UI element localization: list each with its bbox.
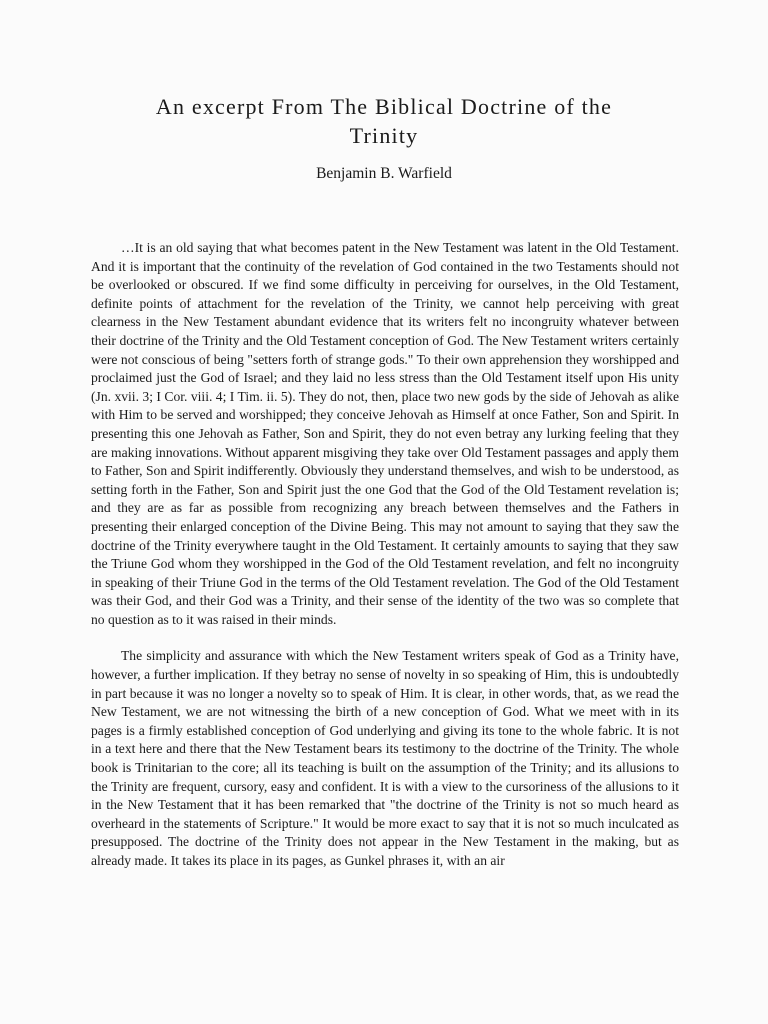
document-body bbox=[91, 239, 679, 871]
paragraph: The simplicity and assurance with which the New Testament writers speak of God as a Trinity have, however, a further implication. If they betray no sense of novelty in so speaking of Him, this is undoubtedly in part because it was no longer a novelty so to speak of Him. It is clear, in other words, that, as we read the New Testament, we are not witnessing the birth of a new conception of God. What we meet with in its pages is a firmly established conception of God underlying and giving its tone to the whole fabric. It is not in a text here and there that the New Testament bears its testimony to the doctrine of the Trinity. The whole book is Trinitarian to the core; all its teaching is built on the assumption of the Trinity; and its allusions to the Trinity are frequent, cursory, easy and confident. It is with a view to the cursoriness of the allusions to it in the New Testament that it has been remarked that "the doctrine of the Trinity is not so much heard as overheard in the statements of Scripture." It would be more exact to say that it is not so much inculcated as presupposed. The doctrine of the Trinity does not appear in the New Testament in the making, but as already made. It takes its place in its pages, as Gunkel phrases it, with an air bbox=[91, 648, 679, 868]
document-title: An excerpt From The Biblical Doctrine of the Trinity bbox=[155, 94, 613, 148]
paragraph: …It is an old saying that what becomes patent in the New Testament was latent in the Old Testament. And it is important that the continuity of the revelation of God contained in the two Testaments should not be overlooked or obscured. If we find some difficulty in perceiving for ourselves, in the Old Testament, definite points of attachment for the revelation of the Trinity, we cannot help perceiving with great clearness in the New Testament abundant evidence that its writers felt no incongruity whatever between their doctrine of the Trinity and the Old Testament conception of God. The New Testament writers certainly were not conscious of being "setters forth of strange gods." To their own apprehension they worshipped and proclaimed just the God of Israel; and they laid no less stress than the Old Testament itself upon His unity (Jn. xvii. 3; I Cor. viii. 4; I Tim. ii. 5). They do not, then, place two new gods by the side of Jehovah as alike with Him to be served and worshipped; they conceive Jehovah as Himself at once Father, Son and Spirit. In presenting this one Jehovah as Father, Son and Spirit, they do not even betray any lurking feeling that they are making innovations. Without apparent misgiving they take over Old Testament passages and apply them to Father, Son and Spirit indifferently. Obviously they understand themselves, and wish to be understood, as setting forth in the Father, Son and Spirit just the one God that the God of the Old Testament revelation is; and they are as far as possible from recognizing any breach between themselves and the Fathers in presenting their enlarged conception of the Divine Being. This may not amount to saying that they saw the doctrine of the Trinity everywhere taught in the Old Testament. It certainly amounts to saying that they saw the Triune God whom they worshipped in the God of the Old Testament revelation, and felt no incongruity in speaking of their Triune God in the terms of the Old Testament revelation. The God of the Old Testament was their God, and their God was a Trinity, and their sense of the identity of the two was so complete that no question as to it was raised in their minds. bbox=[91, 240, 679, 627]
document-author: Benjamin B. Warfield bbox=[316, 165, 452, 182]
